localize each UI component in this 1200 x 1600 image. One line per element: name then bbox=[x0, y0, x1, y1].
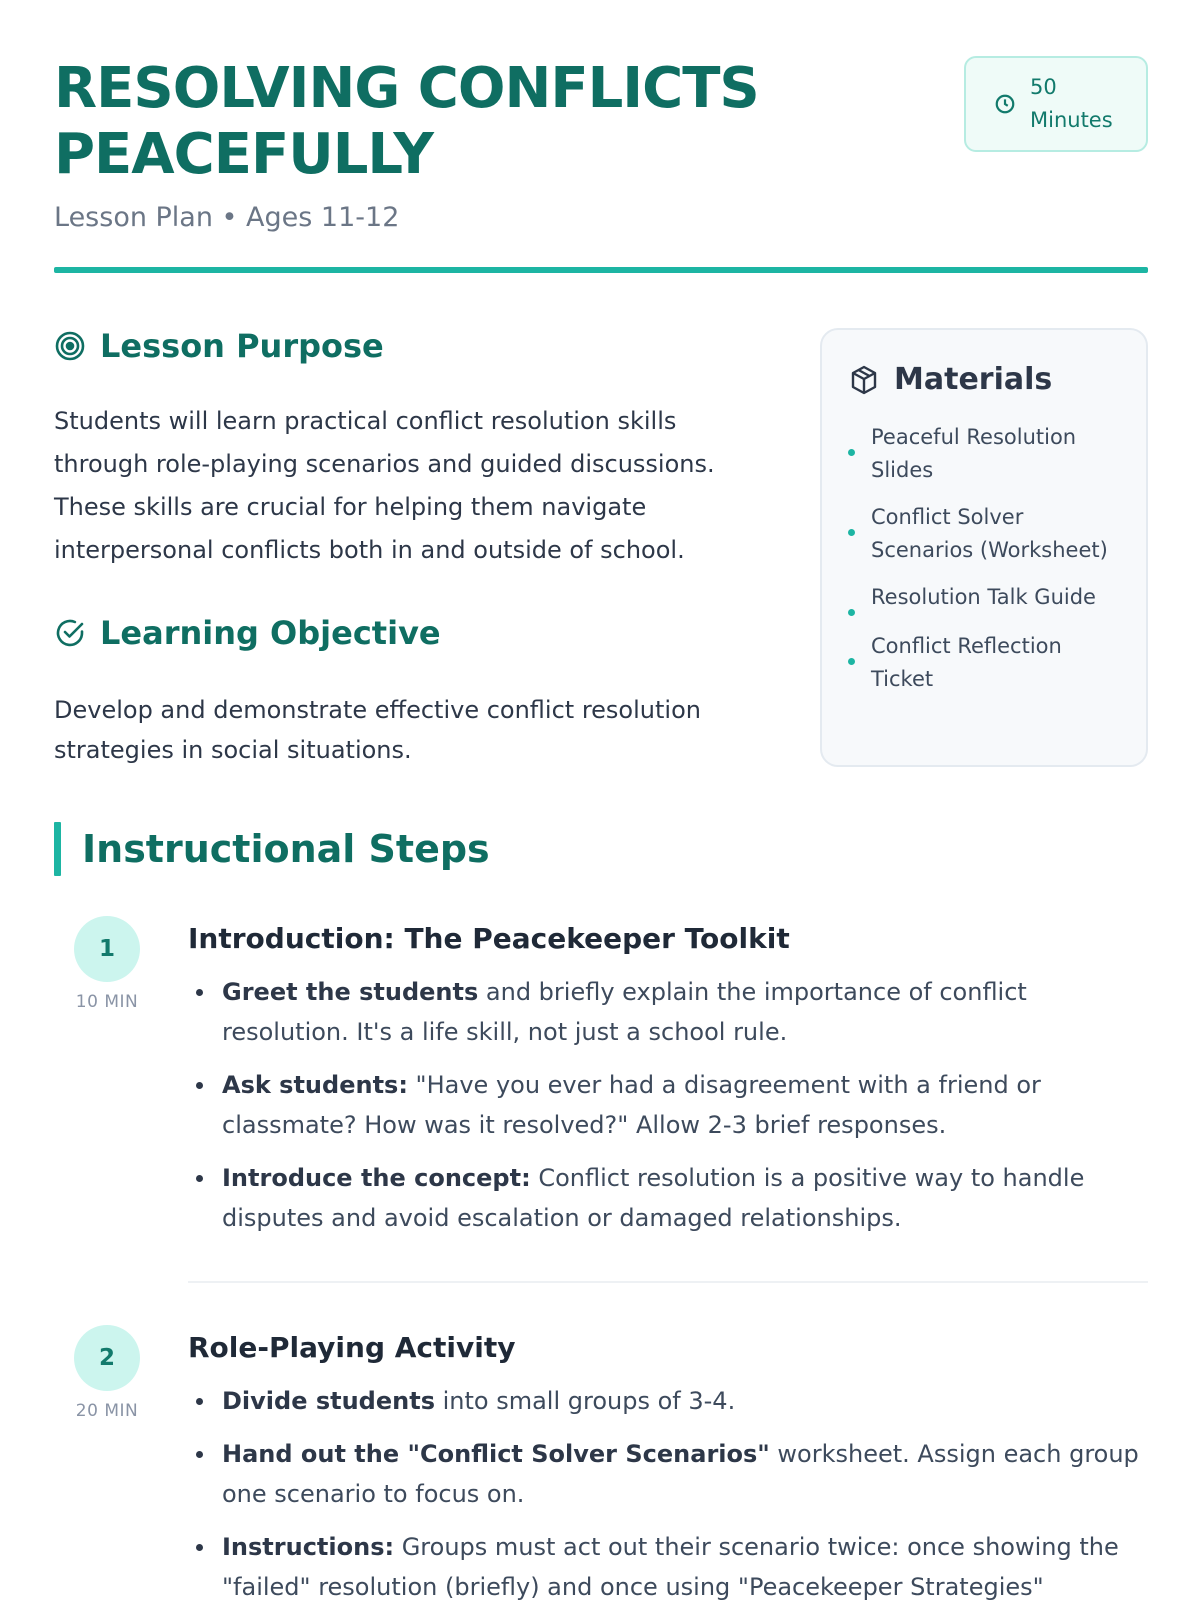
step-bullet-list bbox=[188, 972, 1148, 1238]
duration-number: 50 bbox=[1030, 75, 1057, 99]
step-title: Introduction: The Peacekeeper Toolkit bbox=[188, 922, 790, 955]
material-item bbox=[848, 630, 1120, 696]
material-item bbox=[848, 581, 1120, 616]
heading-accent-bar bbox=[54, 822, 61, 876]
materials-heading-text: Materials bbox=[894, 362, 1053, 397]
step-duration: 10 MIN bbox=[75, 992, 139, 1012]
purpose-heading-text: Lesson Purpose bbox=[100, 327, 384, 365]
page-title: RESOLVING CONFLICTS PEACEFULLY bbox=[54, 56, 759, 187]
purpose-text: Students will learn practical conflict resolution skills through role-playing scenarios and guided discussions. These skills are crucial for helping them navigate interpersonal conflicts both in and outside of school. bbox=[54, 407, 715, 564]
material-label: Resolution Talk Guide bbox=[871, 585, 1096, 609]
steps-heading bbox=[54, 822, 490, 876]
objective-heading bbox=[54, 614, 441, 652]
materials-heading bbox=[848, 362, 1120, 397]
step-bullet bbox=[188, 1065, 1148, 1145]
step-content bbox=[188, 916, 1148, 1251]
bullet-bold: Greet the students bbox=[222, 978, 479, 1006]
duration-unit: Minutes bbox=[1030, 108, 1113, 132]
bullet-bold: Introduce the concept: bbox=[222, 1164, 531, 1192]
step-bullet bbox=[188, 1381, 1148, 1421]
objective-heading-text: Learning Objective bbox=[100, 614, 441, 652]
bullet-text: worksheet. Assign each group one scenario to focus on. bbox=[222, 1440, 1139, 1508]
bullet-bold: Instructions: bbox=[222, 1533, 395, 1561]
bullet-text: into small groups of 3-4. bbox=[434, 1387, 736, 1415]
step-bullet bbox=[188, 1158, 1148, 1238]
bullet-text: and briefly explain the importance of conflict resolution. It's a life skill, not just a school rule. bbox=[222, 978, 1027, 1046]
check-circle-icon bbox=[54, 617, 86, 649]
material-item bbox=[848, 421, 1120, 487]
objective-text: Develop and demonstrate effective conflict resolution strategies in social situations. bbox=[54, 696, 701, 764]
step-bullet-list bbox=[188, 1381, 1148, 1600]
step-number-badge: 1 bbox=[74, 916, 140, 982]
bullet-bold: Hand out the "Conflict Solver Scenarios" bbox=[222, 1440, 770, 1468]
bullet-bold: Divide students bbox=[222, 1387, 435, 1415]
clock-icon bbox=[994, 93, 1016, 115]
step-bullet bbox=[188, 972, 1148, 1052]
materials-card bbox=[820, 328, 1148, 767]
page-subtitle: Lesson Plan • Ages 11-12 bbox=[54, 202, 400, 233]
step-content bbox=[188, 1325, 1148, 1600]
step-number-badge: 2 bbox=[74, 1325, 140, 1391]
material-label: Peaceful Resolution Slides bbox=[871, 425, 1077, 482]
package-icon bbox=[848, 364, 880, 396]
header-divider bbox=[54, 267, 1148, 273]
bullet-bold: Ask students: bbox=[222, 1071, 408, 1099]
target-icon bbox=[54, 330, 86, 362]
bullet-dot bbox=[848, 609, 855, 616]
bullet-text: Conflict resolution is a positive way to handle disputes and avoid escalation or damaged relationships. bbox=[222, 1164, 1085, 1232]
step-title: Role-Playing Activity bbox=[188, 1331, 516, 1364]
lesson-header bbox=[54, 56, 1148, 233]
step-bullet bbox=[188, 1434, 1148, 1514]
bullet-text: Groups must act out their scenario twice: once showing the "failed" resolution (briefly) and once using "Peacekeeper Strategies" bbox=[222, 1533, 1119, 1600]
step-bullet bbox=[188, 1527, 1148, 1600]
material-label: Conflict Solver Scenarios (Worksheet) bbox=[871, 505, 1108, 562]
bullet-dot bbox=[848, 529, 855, 536]
material-item bbox=[848, 501, 1120, 567]
step-separator bbox=[188, 1281, 1148, 1283]
bullet-text: "Have you ever had a disagreement with a friend or classmate? How was it resolved?" Allow 2-3 brief responses. bbox=[222, 1071, 1041, 1139]
bullet-dot bbox=[848, 658, 855, 665]
purpose-heading bbox=[54, 327, 384, 365]
bullet-dot bbox=[848, 449, 855, 456]
steps-heading-text: Instructional Steps bbox=[82, 827, 490, 871]
duration-badge bbox=[964, 56, 1148, 152]
step-duration: 20 MIN bbox=[75, 1401, 139, 1421]
material-label: Conflict Reflection Ticket bbox=[871, 634, 1062, 691]
